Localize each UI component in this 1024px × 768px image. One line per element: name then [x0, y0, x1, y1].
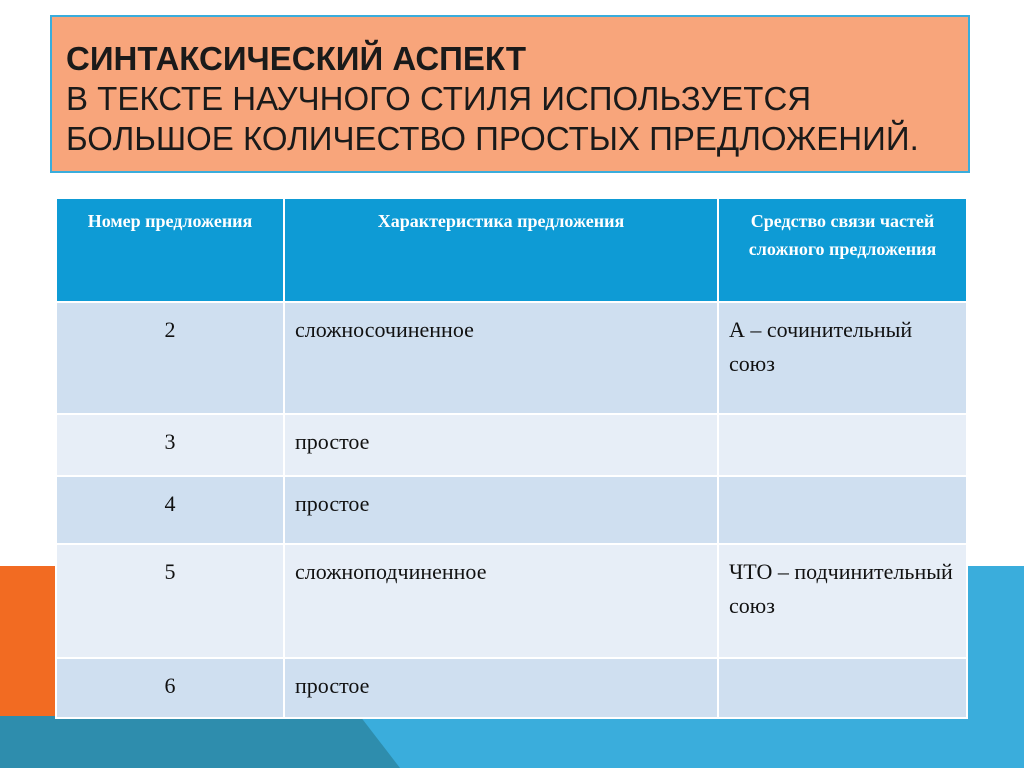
- cell-link: [718, 658, 967, 718]
- header-number: Номер предложения: [56, 198, 284, 302]
- cell-characteristic: простое: [284, 658, 718, 718]
- slide-title-line-2: БОЛЬШОЕ КОЛИЧЕСТВО ПРОСТЫХ ПРЕДЛОЖЕНИЙ.: [66, 120, 919, 157]
- cell-link: [718, 414, 967, 476]
- slide-title-box: [50, 15, 970, 173]
- table-row: [56, 414, 967, 476]
- slide-title-line-1: В ТЕКСТЕ НАУЧНОГО СТИЛЯ ИСПОЛЬЗУЕТСЯ: [66, 80, 812, 117]
- cell-characteristic: сложноподчиненное: [284, 544, 718, 658]
- table-row: [56, 658, 967, 718]
- cell-link: А – сочинительный союз: [718, 302, 967, 414]
- table-row: [56, 476, 967, 544]
- header-link: Средство связи частей сложного предложения: [718, 198, 967, 302]
- table-header-row: [56, 198, 967, 302]
- cell-characteristic: простое: [284, 414, 718, 476]
- cell-number: 5: [56, 544, 284, 658]
- sentence-analysis-table: [55, 197, 968, 719]
- cell-characteristic: простое: [284, 476, 718, 544]
- cell-number: 6: [56, 658, 284, 718]
- cell-link: ЧТО – подчинительный союз: [718, 544, 967, 658]
- cell-number: 2: [56, 302, 284, 414]
- decor-teal-band-bottom: [0, 716, 400, 768]
- cell-number: 4: [56, 476, 284, 544]
- slide-title-heading: СИНТАКСИЧЕСКИЙ АСПЕКТ: [66, 40, 527, 77]
- table-row: [56, 302, 967, 414]
- cell-link: [718, 476, 967, 544]
- decor-blue-band-bottom: [360, 716, 1024, 768]
- header-characteristic: Характеристика предложения: [284, 198, 718, 302]
- table-row: [56, 544, 967, 658]
- cell-characteristic: сложносочиненное: [284, 302, 718, 414]
- cell-number: 3: [56, 414, 284, 476]
